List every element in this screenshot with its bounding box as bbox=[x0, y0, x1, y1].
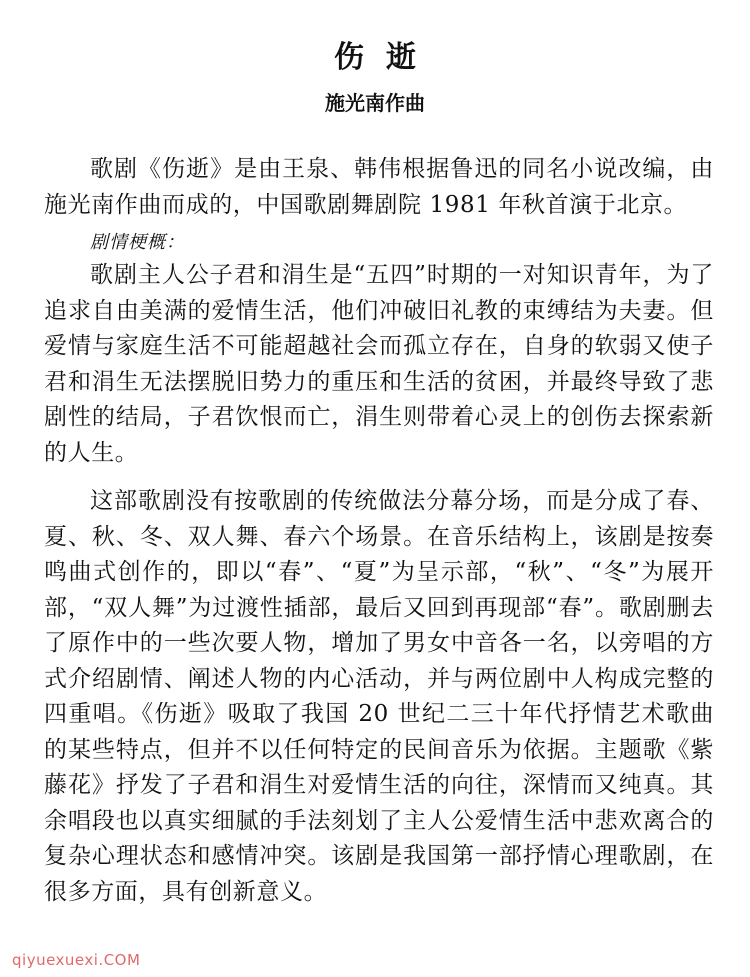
synopsis-heading: 剧情梗概： bbox=[90, 232, 185, 253]
intro-paragraph: 歌剧《伤逝》是由王泉、韩伟根据鲁迅的同名小说改编，由施光南作曲而成的，中国歌剧舞剧院 1981 年秋首演于北京。 bbox=[44, 156, 714, 218]
site-watermark: qiyuexuexi.COM bbox=[12, 951, 141, 969]
page-title: 伤逝 bbox=[334, 40, 438, 75]
structure-paragraph: 这部歌剧没有按歌剧的传统做法分幕分场，而是分成了春、夏、秋、冬、双人舞、春六个场景。在音乐结构上，该剧是按奏鸣曲式创作的，即以“春”、“夏”为呈示部，“秋”、“冬”为展开部，“双人舞”为过渡性插部，最后又回到再现部“春”。歌剧删去了原作中的一些次要人物，增加了男女中音各一名，以旁唱的方式介绍剧情、阐述人物的内心活动，并与两位剧中人构成完整的四重唱。《伤逝》吸取了我国 20 世纪二三十年代抒情艺术歌曲的某些特点，但并不以任何特定的民间音乐为依据。主题歌《紫藤花》抒发了子君和涓生对爱情生活的向往，深情而又纯真。其余唱段也以真实细腻的手法刻划了主人公爱情生活中悲欢离合的复杂心理状态和感情冲突。该剧是我国第一部抒情心理歌剧，在很多方面，具有创新意义。 bbox=[44, 488, 714, 905]
plot-paragraph: 歌剧主人公子君和涓生是“五四”时期的一对知识青年，为了追求自由美满的爱情生活，他们冲破旧礼教的束缚结为夫妻。但爱情与家庭生活不可能超越社会而孤立存在，自身的软弱又使子君和涓生无法摆脱旧势力的重压和生活的贫困，并最终导致了悲剧性的结局，子君饮恨而亡，涓生则带着心灵上的创伤去探索新的人生。 bbox=[44, 262, 714, 466]
composer-subtitle: 施光南作曲 bbox=[325, 91, 425, 115]
